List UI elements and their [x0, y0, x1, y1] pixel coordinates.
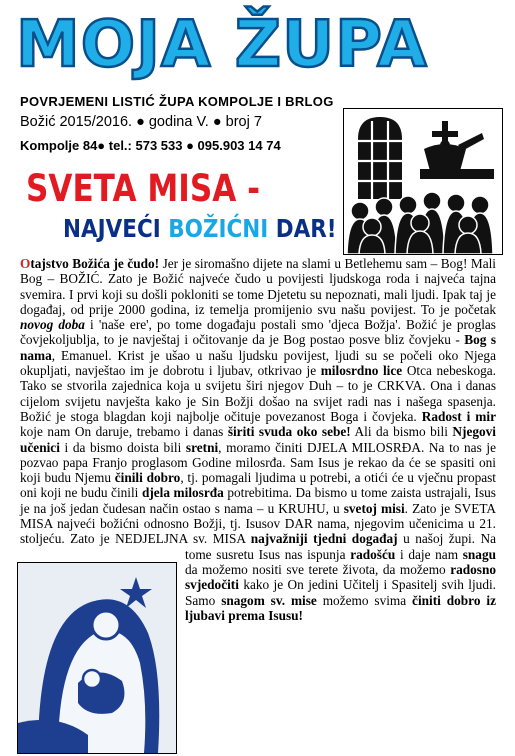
headline-line2 [63, 214, 337, 244]
church-mass-illustration [343, 108, 503, 255]
text-run: , tj. pomagali ljudima u potrebi, a otići će u vječnu propast oni koji ne budu činili [20, 470, 497, 501]
issue-info: Božić 2015/2016. ● godina V. ● broj 7 [20, 114, 262, 130]
article-body [20, 256, 496, 754]
text-emphasis: djela milosrđa [141, 485, 224, 501]
text-run: i daje nam [395, 546, 463, 562]
text-emphasis: snagom sv. mise [221, 592, 317, 608]
masthead-title: MOJA ŽUPA [16, 8, 428, 82]
text-run: . Zato je SVETA MISA najveći božićni odnosno Božji, tj. Isusov DAR nama, njegovim učenicima u 21. stoljeću. Zato je NEDJELJNA sv. MISA [20, 500, 496, 547]
text-emphasis: milosrdno lice [320, 363, 403, 379]
text-emphasis: Radost i mir [421, 408, 496, 424]
text-run: Otca nebeskoga. Tako se stvorila zajednica koja u svijetu širi njegov Duh – to je CRKVA. Ona i danas cijelom svijetu navješta kako je Sin Božji došao na svijet radi nas i našega spasenja. Božić je stoga blagdan koji najbolje očituje povezanost Boga i čovjeka. [20, 363, 496, 424]
dropcap: O [20, 256, 31, 271]
text-emphasis: činiti dobro iz ljubavi prema Isusu! [185, 592, 496, 623]
headline-line1: SVETA MISA - [26, 167, 260, 210]
newsletter-subtitle: POVRJEMENI LISTIĆ ŽUPA KOMPOLJE I BRLOG [20, 94, 334, 109]
text-run: , Emanuel. Krist je ušao u našu ljudsku povijest, ljudi su se počeli oko Njega okupljati, navještao im je dobrotu i ljubav, otkrivao je [20, 347, 496, 379]
text-run: Jer je siromašno dijete na slami u Betlehemu sam – Bog! Mali Bog – BOŽIĆ. Zato je Božić najveće čudo u povijesti ljudskoga roda i najveća tajna svemira. I prvi koji su došli pokloniti se tome Djetetu su nepoznati, mali ljudi. Ipak taj je događaj, od prije 2000 godina, iz temelja promijenio svu našu povijest. To je početak [20, 256, 496, 317]
text-run: koje nam On daruje, trebamo i danas [20, 424, 228, 440]
text-run: možemo svima [316, 592, 413, 608]
contact-info: Kompolje 84● tel.: 573 533 ● 095.903 14 74 [20, 138, 281, 153]
text-emphasis: činili dobro [114, 470, 181, 486]
text-run: , moramo činiti DJELA MILOSRĐA. Na to nas je pozvao papa Franjo proglasom Godine milosrđa. Sam Isus je rekao da će se spasiti oni koji budu Njemu [20, 439, 496, 486]
headline-part-c: DAR! [268, 214, 337, 243]
lead-text: tajstvo Božića je čudo! [30, 256, 160, 271]
text-run: potrebitima. Da bismo u tome zaista ustrajali, Isus je na još jedan čudesan način ostao s nama – u KRUHU, u [20, 485, 496, 516]
text-run: kako je On jedini Učitelj i Spasitelj svih ljudi. Samo [185, 577, 496, 608]
text-run: i da bismo doista bili [59, 439, 186, 455]
holy-family-nativity-illustration [17, 562, 177, 754]
text-emphasis: svetoj misi [343, 500, 405, 516]
text-emphasis: radosno svjedočiti [185, 561, 496, 593]
headline-part-a: NAJVEĆI [63, 214, 169, 243]
text-emphasis: novog doba [20, 317, 85, 333]
text-run: i 'naše ere', po tome događaju postali smo 'djeca Božja'. Božić je proglas čovjekoljublja, to je navještaj i očitovanje da je Bog postao posve bliz čovjeku - [20, 317, 496, 348]
text-emphasis: sretni [185, 439, 219, 455]
text-run: u našoj župi. Na tome susretu Isus nas ispunja [185, 531, 496, 562]
text-run: Ali da bismo bili [350, 424, 453, 440]
headline-part-b: BOŽIĆNI [168, 214, 269, 243]
text-run: da možemo nositi sve terete života, da možemo [185, 561, 451, 577]
text-emphasis: širiti svuda oko sebe! [227, 424, 351, 440]
text-emphasis: Njegovi učenici [20, 424, 496, 455]
text-emphasis: snagu [462, 546, 496, 562]
text-emphasis: najvažniji tjedni događaj [250, 531, 398, 547]
text-emphasis: Bog s nama [20, 332, 496, 363]
text-emphasis: radošću [350, 546, 396, 562]
